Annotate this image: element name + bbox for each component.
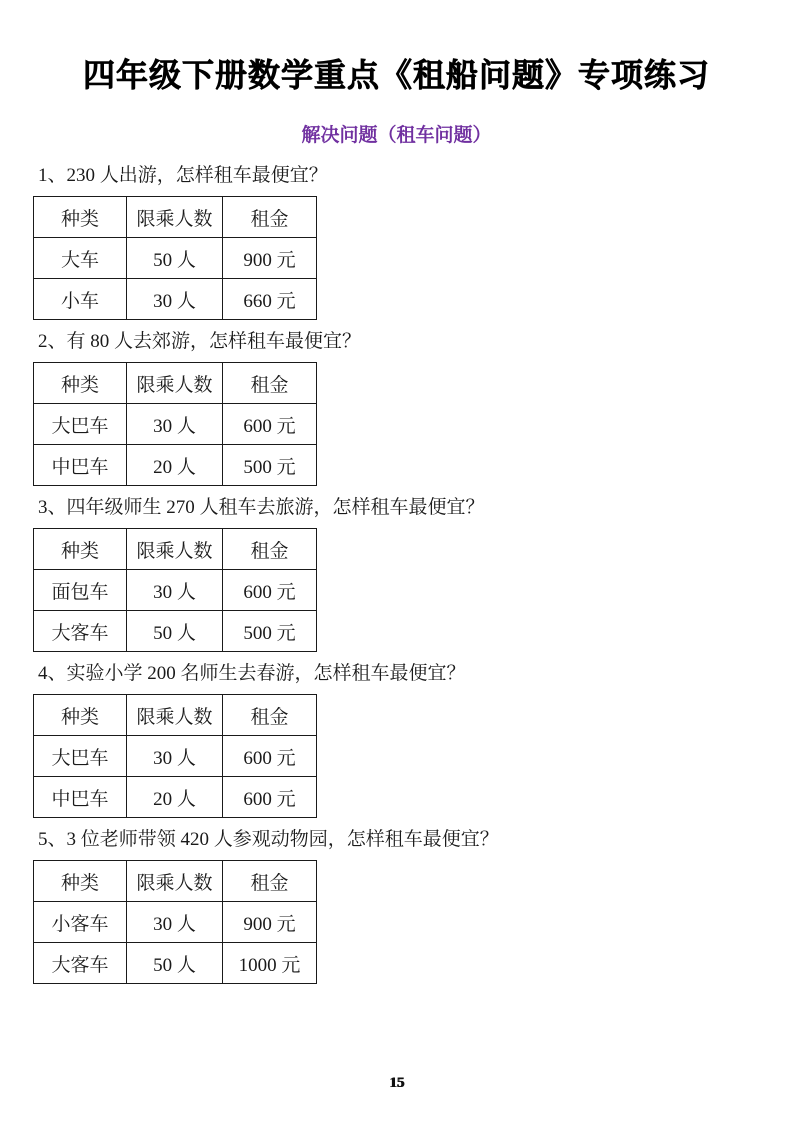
cell-vehicle-type: 面包车 [34,570,127,611]
header-cell-type: 种类 [34,861,127,902]
cell-capacity: 30 人 [127,570,223,611]
cell-vehicle-type: 小客车 [34,902,127,943]
table-row [34,902,317,943]
cell-vehicle-type: 中巴车 [34,777,127,818]
cell-capacity: 30 人 [127,902,223,943]
cell-vehicle-type: 大车 [34,238,127,279]
question-text-1: 1、230 人出游，怎样租车最便宜？ [38,165,328,186]
page-number: 15 [389,1075,404,1091]
cell-capacity: 20 人 [127,445,223,486]
page-title: 四年级下册数学重点《租船问题》专项练习 [82,57,710,93]
question-table-2 [33,362,317,486]
header-cell-type: 种类 [34,695,127,736]
question-text-2: 2、有 80 人去郊游，怎样租车最便宜？ [38,331,362,352]
table-row [34,570,317,611]
cell-rent: 660 元 [223,279,317,320]
question-table-1 [33,196,317,320]
cell-capacity: 50 人 [127,238,223,279]
header-cell-capacity: 限乘人数 [127,695,223,736]
header-cell-type: 种类 [34,529,127,570]
cell-rent: 600 元 [223,570,317,611]
question-table-3 [33,528,317,652]
question-text-4: 4、实验小学 200 名师生去春游，怎样租车最便宜？ [38,663,466,684]
header-cell-rent: 租金 [223,363,317,404]
cell-rent: 500 元 [223,445,317,486]
table-row [34,611,317,652]
table-row [34,279,317,320]
header-cell-type: 种类 [34,363,127,404]
header-cell-rent: 租金 [223,197,317,238]
header-cell-capacity: 限乘人数 [127,861,223,902]
header-cell-rent: 租金 [223,529,317,570]
cell-capacity: 20 人 [127,777,223,818]
table-header-row [34,363,317,404]
question-block-1 [33,164,793,320]
header-cell-capacity: 限乘人数 [127,529,223,570]
cell-rent: 600 元 [223,777,317,818]
cell-rent: 600 元 [223,736,317,777]
table-header-row [34,197,317,238]
table-row [34,736,317,777]
header-cell-capacity: 限乘人数 [127,197,223,238]
cell-capacity: 50 人 [127,611,223,652]
cell-vehicle-type: 大巴车 [34,404,127,445]
cell-capacity: 30 人 [127,736,223,777]
question-text-3: 3、四年级师生 270 人租车去旅游，怎样租车最便宜？ [38,497,485,518]
worksheet-content [0,164,793,984]
cell-vehicle-type: 大客车 [34,943,127,984]
table-row [34,404,317,445]
cell-vehicle-type: 大客车 [34,611,127,652]
table-header-row [34,695,317,736]
cell-vehicle-type: 大巴车 [34,736,127,777]
page-subtitle: 解决问题（租车问题） [301,125,492,146]
cell-vehicle-type: 中巴车 [34,445,127,486]
header-cell-rent: 租金 [223,695,317,736]
table-row [34,777,317,818]
question-block-4 [33,662,793,818]
header-cell-rent: 租金 [223,861,317,902]
table-header-row [34,529,317,570]
table-row [34,445,317,486]
cell-rent: 600 元 [223,404,317,445]
question-block-2 [33,330,793,486]
table-header-row [34,861,317,902]
cell-capacity: 30 人 [127,279,223,320]
table-row [34,238,317,279]
header-cell-type: 种类 [34,197,127,238]
question-table-5 [33,860,317,984]
table-row [34,943,317,984]
question-text-5: 5、3 位老师带领 420 人参观动物园，怎样租车最便宜？ [38,829,499,850]
question-block-3 [33,496,793,652]
cell-capacity: 50 人 [127,943,223,984]
cell-rent: 500 元 [223,611,317,652]
cell-vehicle-type: 小车 [34,279,127,320]
question-block-5 [33,828,793,984]
cell-rent: 900 元 [223,902,317,943]
question-table-4 [33,694,317,818]
header-cell-capacity: 限乘人数 [127,363,223,404]
cell-rent: 900 元 [223,238,317,279]
cell-capacity: 30 人 [127,404,223,445]
cell-rent: 1000 元 [223,943,317,984]
